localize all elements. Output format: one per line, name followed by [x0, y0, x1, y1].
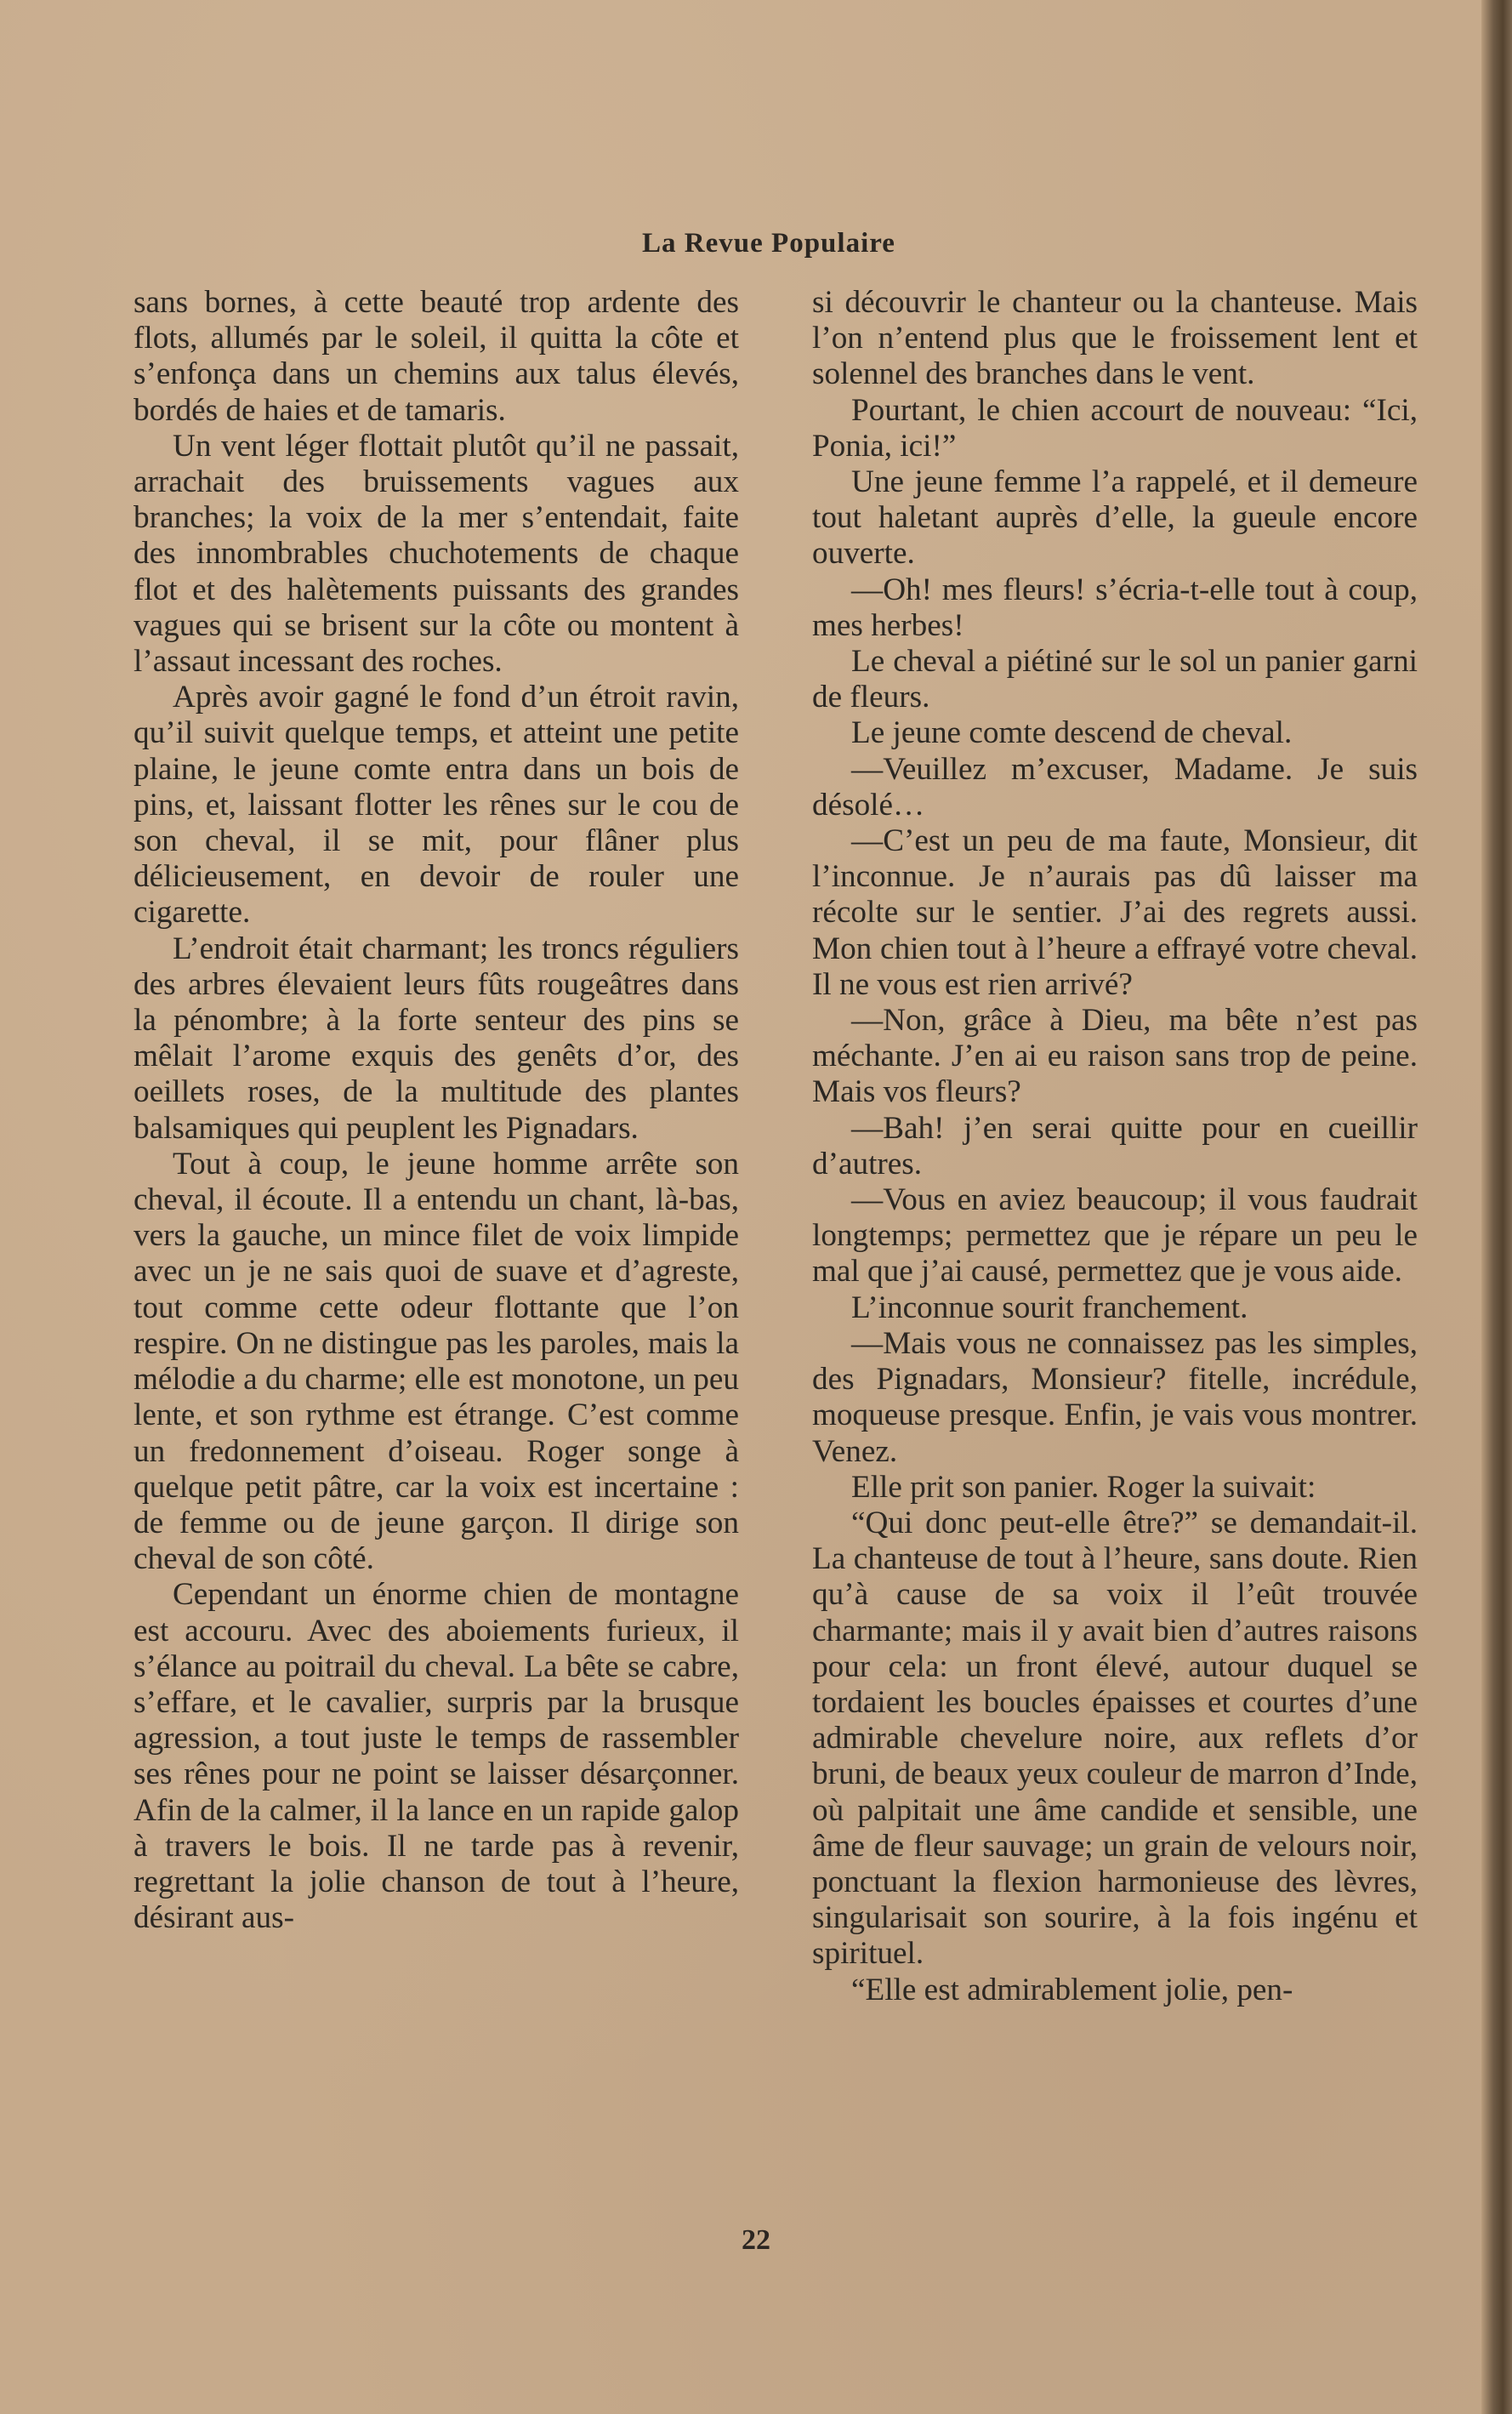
paragraph: Après avoir gagné le fond d’un étroit ravin, qu’il suivit quelque temps, et atteint une petite plaine, le jeune comte entra dans un bois de pins, et, laissant flotter les rênes sur le cou de son cheval, il se mit, pour flâner plus délicieusement, en devoir de rouler une cigarette.: [134, 680, 739, 931]
paragraph: Le cheval a piétiné sur le sol un panier garni de fleurs.: [812, 644, 1418, 715]
paragraph: “Elle est admirablement jolie, pen-: [851, 1972, 1293, 2007]
page-edge: [1481, 0, 1512, 2414]
paragraph: L’endroit était charmant; les troncs réguliers des arbres élevaient leurs fûts rougeâtres dans la pénombre; à la forte senteur des pins se mêlait l’arome exquis des genêts d’or, des oeillets roses, de la multitude des plantes balsamiques qui peuplent les Pignadars.: [134, 931, 739, 1146]
paragraph: Une jeune femme l’a rappelé, et il demeure tout haletant auprès d’elle, la gueule encore ouverte.: [812, 464, 1418, 572]
paragraph: Tout à coup, le jeune homme arrête son cheval, il écoute. Il a entendu un chant, là-bas, vers la gauche, un mince filet de voix limpide avec un je ne sais quoi de suave et d’agreste, tout comme cette odeur flottante que l’on respire. On ne distingue pas les paroles, mais la mélodie a du charme; elle est monotone, un peu lente, et son rythme est étrange. C’est comme un fredonnement d’oiseau. Roger songe à quelque petit pâtre, car la voix est incertaine : de femme ou de jeune garçon. Il dirige son cheval de son côté.: [134, 1146, 739, 1577]
paragraph: Le jeune comte descend de cheval.: [851, 715, 1293, 751]
paragraph: —Non, grâce à Dieu, ma bête n’est pas méchante. J’en ai eu raison sans trop de peine. Mais vos fleurs?: [812, 1003, 1418, 1110]
paragraph: si découvrir le chanteur ou la chanteuse. Mais l’on n’entend plus que le froissement lent et solennel des branches dans le vent.: [812, 285, 1418, 392]
running-header: [0, 228, 1512, 259]
paragraph: Elle prit son panier. Roger la suivait:: [851, 1469, 1316, 1505]
right-column: [812, 285, 1418, 2008]
paragraph: —Mais vous ne connaissez pas les simples, des Pignadars, Monsieur? fitelle, incrédule, moqueuse presque. Enfin, je vais vous montrer. Venez.: [812, 1325, 1418, 1469]
paragraph: Un vent léger flottait plutôt qu’il ne passait, arrachait des bruissements vagues aux branches; la voix de la mer s’entendait, faite des innombrables chuchotements de chaque flot et des halètements puissants des grandes vagues qui se brisent sur la côte ou montent à l’assaut incessant des roches.: [134, 428, 739, 680]
paragraph: —Oh! mes fleurs! s’écria-t-elle tout à coup, mes herbes!: [812, 572, 1418, 643]
paragraph: —Veuillez m’excuser, Madame. Je suis désolé…: [812, 751, 1418, 823]
paragraph: L’inconnue sourit franchement.: [851, 1290, 1248, 1325]
paragraph: —Bah! j’en serai quitte pour en cueillir d’autres.: [812, 1110, 1418, 1181]
paragraph: Pourtant, le chien accourt de nouveau: “Ici, Ponia, ici!”: [812, 392, 1418, 464]
paragraph: “Qui donc peut-elle être?” se demandait-il. La chanteuse de tout à l’heure, sans doute. Rien qu’à cause de sa voix il l’eût trouvée charmante; mais il y avait bien d’autres raisons pour cela: un front élevé, autour duquel se tordaient les boucles épaisses et courtes d’une admirable chevelure noire, aux reflets d’or bruni, de beaux yeux couleur de marron d’Inde, où palpitait une âme candide et sensible, une âme de fleur sauvage; un grain de velours noir, ponctuant la flexion harmonieuse des lèvres, singularisait son sourire, à la fois ingénu et spirituel.: [812, 1505, 1418, 1972]
journal-title: La Revue Populaire: [642, 228, 895, 259]
paragraph: —C’est un peu de ma faute, Monsieur, dit l’inconnue. Je n’aurais pas dû laisser ma récolte sur le sentier. J’ai des regrets aussi. Mon chien tout à l’heure a effrayé votre cheval. Il ne vous est rien arrivé?: [812, 823, 1418, 1002]
paragraph: sans bornes, à cette beauté trop ardente des flots, allumés par le soleil, il quitta la côte et s’enfonça dans un chemins aux talus élevés, bordés de haies et de tamaris.: [134, 285, 739, 428]
paragraph: Cependant un énorme chien de montagne est accouru. Avec des aboiements furieux, il s’élance au poitrail du cheval. La bête se cabre, s’effare, et le cavalier, surpris par la brusque agression, a tout juste le temps de rassembler ses rênes pour ne point se laisser désarçonner. Afin de la calmer, il la lance en un rapide galop à travers le bois. Il ne tarde pas à revenir, regrettant la jolie chanson de tout à l’heure, désirant aus-: [134, 1577, 739, 1936]
left-column: [134, 285, 739, 1936]
paragraph: —Vous en aviez beaucoup; il vous faudrait longtemps; permettez que je répare un peu le mal que j’ai causé, permettez que je vous aide.: [812, 1182, 1418, 1290]
page-number: 22: [742, 2224, 770, 2256]
